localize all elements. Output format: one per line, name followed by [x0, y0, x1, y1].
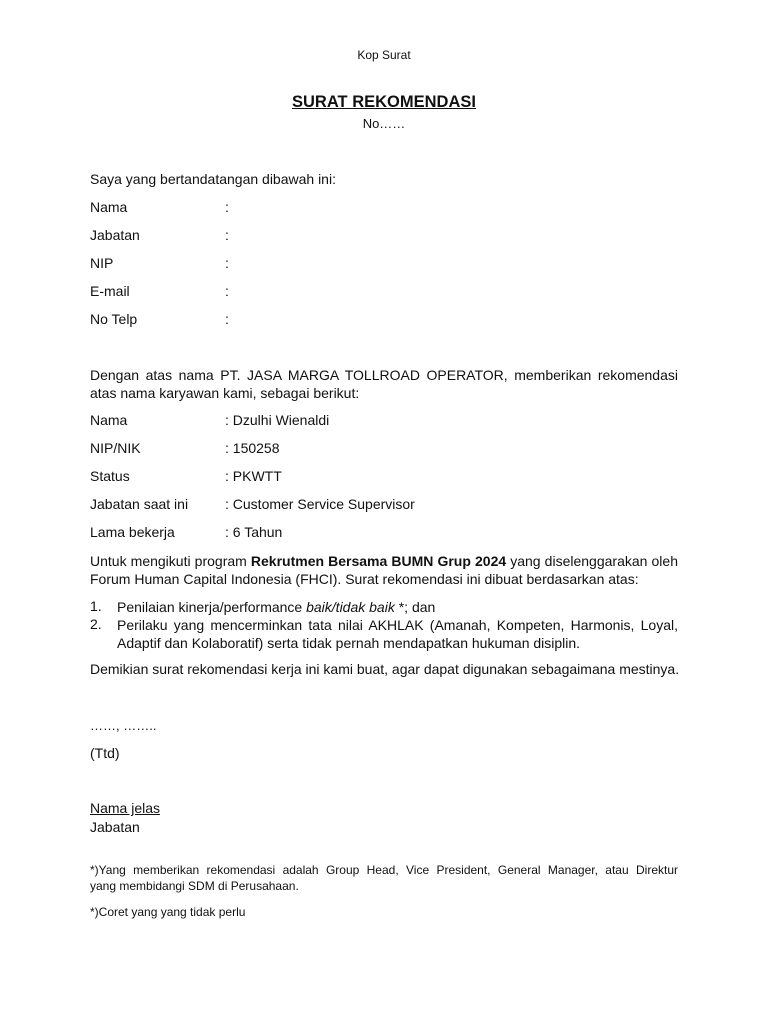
- employee-nip-value: : 150258: [225, 440, 280, 456]
- employee-name-label: Nama: [90, 412, 128, 428]
- place-date: ……, ……..: [90, 718, 157, 733]
- footnote-line: *)Yang memberikan rekomendasi adalah Group Head, Vice President, General Manager, atau Direktur: [90, 863, 678, 877]
- list-item-number: 2.: [90, 616, 102, 632]
- recommendation-intro-line: atas nama karyawan kami, sebagai berikut:: [90, 385, 360, 401]
- list-item-option: baik/tidak baik: [306, 599, 395, 615]
- employee-status-label: Status: [90, 468, 130, 484]
- list-item-number: 1.: [90, 598, 102, 614]
- letter-number: No……: [362, 116, 406, 131]
- signer-name-label: Nama: [90, 199, 128, 215]
- signer-title: Jabatan: [90, 819, 140, 835]
- footnote: [90, 904, 678, 920]
- footnote-line: yang membidangi SDM di Perusahaan.: [90, 879, 299, 893]
- list-item-text: Penilaian kinerja/performance: [117, 599, 307, 615]
- purpose-text: yang diselenggarakan oleh: [506, 553, 678, 569]
- employee-tenure-value: : 6 Tahun: [225, 524, 283, 540]
- employee-tenure-label: Lama bekerja: [90, 524, 175, 540]
- employee-status-value: : PKWTT: [225, 468, 282, 484]
- recommendation-intro: [90, 366, 678, 402]
- signature-placeholder: (Ttd): [90, 745, 120, 761]
- signer-nip-separator: :: [225, 255, 229, 271]
- signer-position-label: Jabatan: [90, 227, 140, 243]
- purpose-line: Forum Human Capital Indonesia (FHCI). Surat rekomendasi ini dibuat berdasarkan atas:: [90, 571, 639, 587]
- signer-intro: Saya yang bertandatangan dibawah ini:: [90, 171, 336, 187]
- recommendation-intro-line: Dengan atas nama PT. JASA MARGA TOLLROAD OPERATOR, memberikan rekomendasi: [90, 367, 678, 383]
- employee-position-value: : Customer Service Supervisor: [225, 496, 415, 512]
- employee-position-label: Jabatan saat ini: [90, 496, 189, 512]
- letterhead-placeholder: Kop Surat: [357, 48, 411, 62]
- list-item: [117, 598, 678, 616]
- purpose-text: Untuk mengikuti program: [90, 553, 251, 569]
- letter-title: SURAT REKOMENDASI: [292, 93, 476, 111]
- signer-email-separator: :: [225, 283, 229, 299]
- program-name: Rekrutmen Bersama BUMN Grup 2024: [250, 553, 507, 569]
- list-item-line: [117, 598, 678, 616]
- employee-name-value: : Dzulhi Wienaldi: [225, 412, 330, 428]
- purpose-paragraph: [90, 552, 678, 588]
- signer-nip-label: NIP: [90, 255, 114, 271]
- signer-name-separator: :: [225, 199, 229, 215]
- footnote: [90, 862, 678, 894]
- list-item-text: *; dan: [394, 599, 436, 615]
- closing-statement: Demikian surat rekomendasi kerja ini kami buat, agar dapat digunakan sebagaimana mestinya.: [90, 661, 680, 677]
- list-item: [117, 616, 678, 652]
- purpose-line: [90, 552, 678, 570]
- list-item-line: Perilaku yang mencerminkan tata nilai AKHLAK (Amanah, Kompeten, Harmonis, Loyal,: [117, 617, 678, 633]
- footnote-line: *)Coret yang yang tidak perlu: [90, 905, 246, 919]
- signer-email-label: E-mail: [90, 283, 130, 299]
- employee-nip-label: NIP/NIK: [90, 440, 141, 456]
- list-item-line: Adaptif dan Kolaboratif) serta tidak pernah mendapatkan hukuman disiplin.: [117, 635, 581, 651]
- signer-phone-label: No Telp: [90, 311, 138, 327]
- signer-full-name: Nama jelas: [90, 800, 161, 816]
- signer-position-separator: :: [225, 227, 229, 243]
- signer-phone-separator: :: [225, 311, 229, 327]
